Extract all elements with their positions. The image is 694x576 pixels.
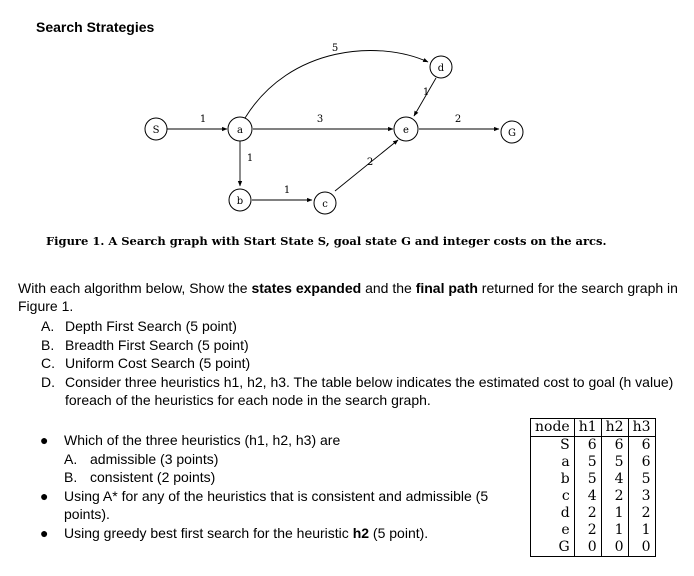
intro-text-2: and the (361, 280, 416, 296)
cell: 5 (601, 454, 628, 471)
cell: d (531, 505, 575, 522)
cell: b (531, 471, 575, 488)
edge-a-d (245, 51, 428, 118)
question-item (38, 431, 508, 487)
task-marker: A. (41, 318, 55, 334)
cell: 6 (628, 454, 655, 471)
header-h1: h1 (574, 419, 601, 437)
cell: 3 (628, 488, 655, 505)
table-row (531, 488, 656, 505)
question-text: (5 point). (369, 524, 429, 541)
task-text: Breadth First Search (5 point) (65, 336, 249, 353)
intro-text-3: returned for the search graph in Figure 1. (18, 280, 678, 314)
cell: 2 (601, 488, 628, 505)
task-item (41, 354, 681, 373)
sub-question-text: admissible (3 points) (90, 450, 219, 467)
svg-text:e: e (403, 125, 409, 136)
cost-b-c: 1 (283, 185, 291, 196)
node-s (145, 118, 167, 140)
bullet-icon: ● (40, 432, 49, 448)
bullet-icon: ● (40, 487, 49, 504)
cell: 1 (601, 522, 628, 539)
task-text: Consider three heuristics h1, h2, h3. The table below indicates the estimated cost to goal (h value) foreach of the heuristics for each node in the search graph. (65, 373, 674, 408)
cell: S (531, 437, 575, 455)
question-item (38, 524, 508, 543)
cost-e-g: 2 (454, 114, 462, 125)
sub-question-list (64, 450, 508, 487)
svg-text:c: c (322, 199, 328, 210)
table-header-row (531, 419, 656, 437)
task-list (41, 317, 681, 410)
svg-text:G: G (508, 128, 516, 139)
cell: 2 (574, 505, 601, 522)
cell: 6 (628, 437, 655, 455)
cost-c-e: 2 (366, 157, 374, 168)
cell: 1 (628, 522, 655, 539)
cost-a-b: 1 (246, 153, 254, 164)
cost-a-e: 3 (316, 114, 324, 125)
svg-text:d: d (437, 63, 445, 74)
cell: 2 (574, 522, 601, 539)
cost-d-e: 1 (422, 87, 430, 98)
intro-bold-1: states expanded (251, 280, 362, 296)
sub-question-item (64, 468, 508, 487)
cell: 6 (574, 437, 601, 455)
header-h2: h2 (601, 419, 628, 437)
question-text: Which of the three heuristics (h1, h2, h3) are (64, 432, 341, 448)
intro-text-1: With each algorithm below, Show the (18, 280, 252, 296)
node-d (430, 56, 452, 78)
node-e (394, 117, 418, 141)
sub-question-item (64, 450, 508, 469)
sub-question-marker: A. (64, 450, 78, 467)
task-marker: C. (41, 355, 55, 371)
question-list (38, 431, 508, 542)
sub-question-text: consistent (2 points) (90, 469, 216, 485)
task-item (41, 373, 681, 410)
figure-caption: Figure 1. A Search graph with Start State S, goal state G and integer costs on the arcs. (46, 234, 607, 248)
cell: 4 (574, 488, 601, 505)
table-row (531, 539, 656, 557)
question-item (38, 487, 508, 524)
intro-bold-2: final path (415, 280, 478, 296)
cell: 0 (628, 539, 655, 557)
question-bold: h2 (352, 524, 370, 541)
cell: 0 (601, 539, 628, 557)
cell: 5 (628, 471, 655, 488)
header-h3: h3 (628, 419, 655, 437)
cell: 0 (574, 539, 601, 557)
cell: c (531, 488, 575, 505)
cost-s-a: 1 (199, 114, 207, 125)
search-graph (0, 0, 694, 230)
cell: G (531, 539, 575, 557)
page-title: Search Strategies (36, 19, 155, 35)
sub-question-marker: B. (64, 469, 78, 485)
question-text: Using greedy best first search for the heuristic (64, 524, 353, 541)
svg-text:S: S (152, 125, 160, 136)
cell: 5 (574, 471, 601, 488)
cell: e (531, 522, 575, 539)
heuristic-table (530, 418, 656, 557)
cell: 5 (574, 454, 601, 471)
bullet-icon: ● (40, 524, 49, 541)
task-text: Uniform Cost Search (5 point) (65, 355, 251, 371)
task-marker: D. (41, 373, 55, 390)
node-a (228, 117, 252, 141)
task-item (41, 336, 681, 355)
task-text: Depth First Search (5 point) (65, 318, 237, 334)
table-row (531, 505, 656, 522)
task-item (41, 317, 681, 336)
intro-paragraph (18, 279, 688, 315)
node-c (314, 192, 336, 214)
node-g (501, 121, 523, 143)
svg-text:a: a (237, 125, 243, 136)
cell: 2 (628, 505, 655, 522)
cost-a-d: 5 (331, 43, 339, 54)
table-row (531, 454, 656, 471)
cell: a (531, 454, 575, 471)
header-node: node (531, 419, 575, 437)
cell: 4 (601, 471, 628, 488)
svg-text:b: b (236, 196, 244, 207)
cell: 6 (601, 437, 628, 455)
node-b (229, 189, 251, 211)
table-row (531, 437, 656, 455)
table-row (531, 471, 656, 488)
task-marker: B. (41, 336, 55, 353)
cell: 1 (601, 505, 628, 522)
table-row (531, 522, 656, 539)
question-text: Using A* for any of the heuristics that is consistent and admissible (5 points). (64, 487, 489, 522)
